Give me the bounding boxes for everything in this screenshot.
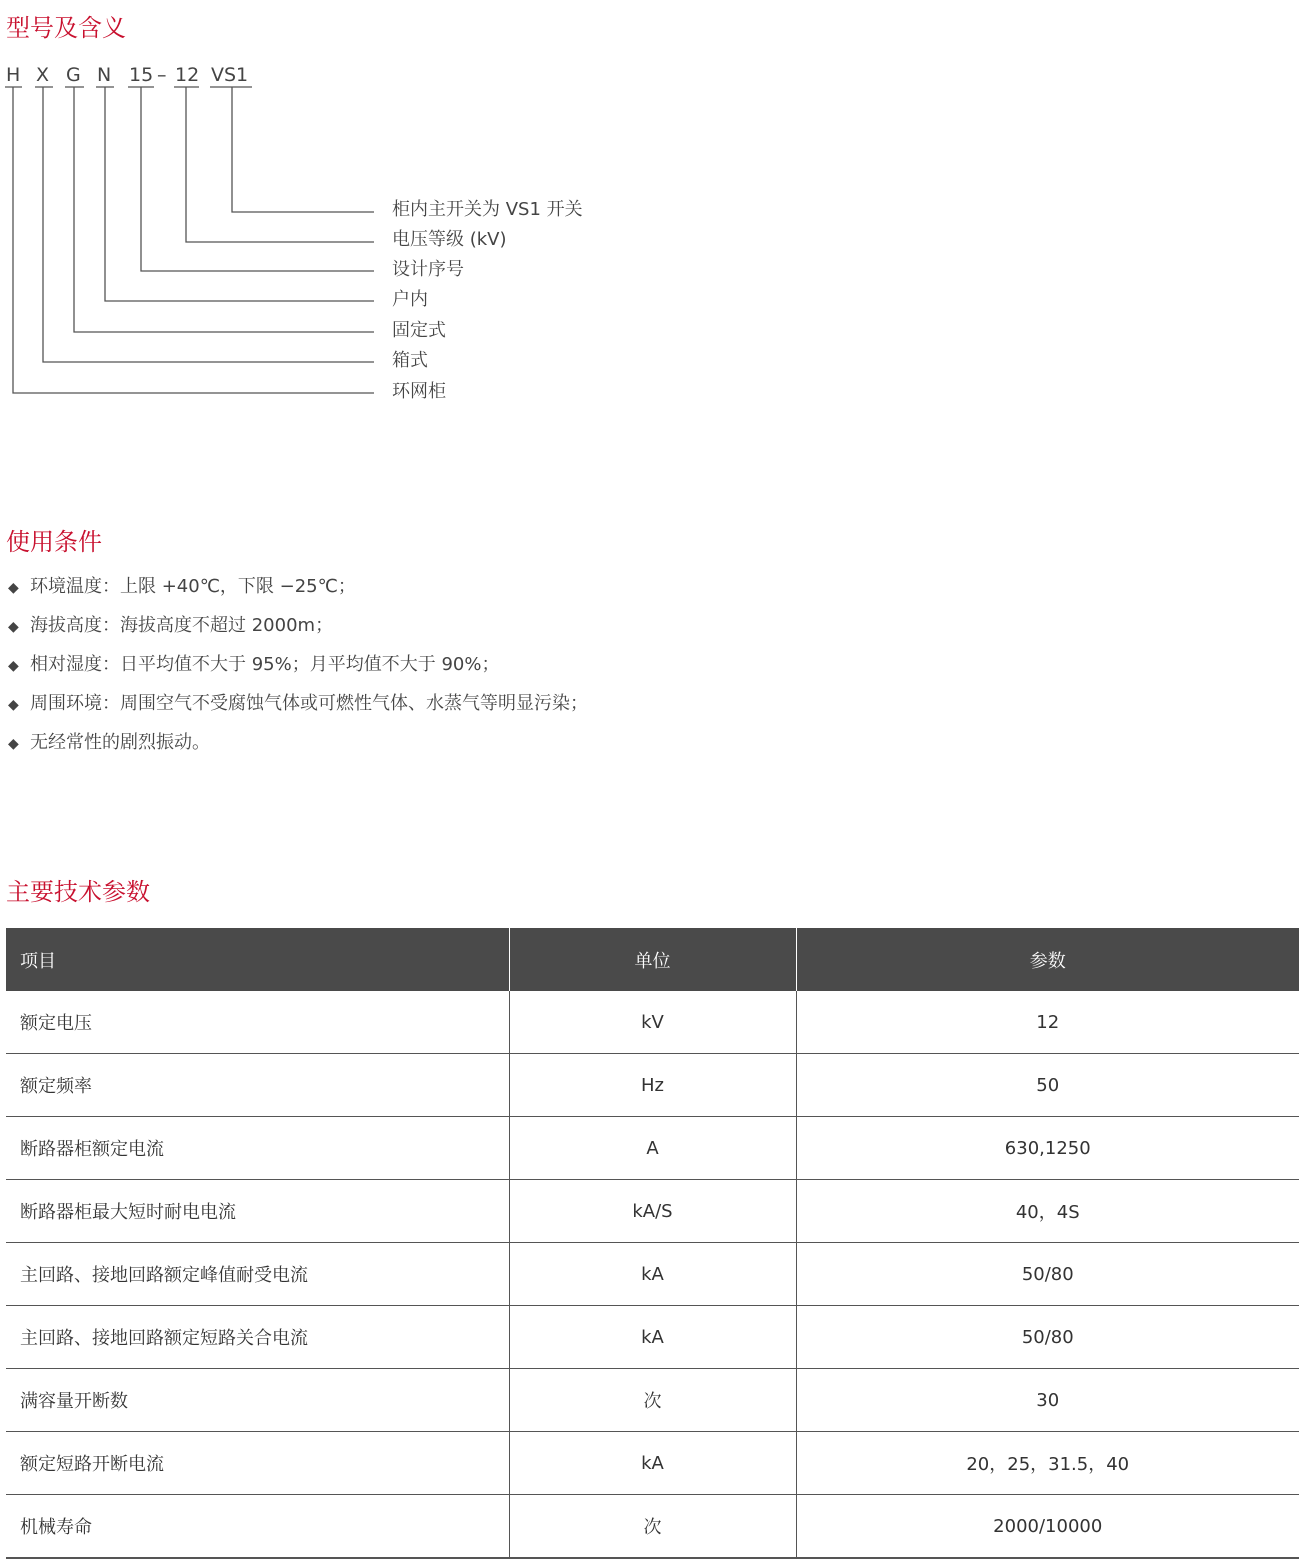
condition-text: 相对湿度：日平均值不大于 95%；月平均值不大于 90%； bbox=[30, 654, 500, 675]
cell-item: 主回路、接地回路额定峰值耐受电流 bbox=[6, 1243, 509, 1306]
meaning-ring-unit: 环网柜 bbox=[392, 381, 446, 402]
diamond-icon: ◆ bbox=[8, 658, 19, 674]
list-item bbox=[8, 612, 908, 651]
meaning-fixed: 固定式 bbox=[392, 320, 446, 341]
model-code-diagram bbox=[0, 55, 640, 415]
table-row bbox=[6, 1180, 1299, 1243]
cell-value: 50/80 bbox=[796, 1306, 1299, 1369]
meaning-box: 箱式 bbox=[392, 350, 428, 371]
condition-text: 周围环境：周围空气不受腐蚀气体或可燃性气体、水蒸气等明显污染； bbox=[30, 693, 588, 714]
table-row bbox=[6, 1495, 1299, 1559]
cell-item: 机械寿命 bbox=[6, 1495, 509, 1559]
header-value: 参数 bbox=[796, 928, 1299, 991]
cell-item: 断路器柜最大短时耐电电流 bbox=[6, 1180, 509, 1243]
table-row bbox=[6, 1432, 1299, 1495]
cell-unit: 次 bbox=[509, 1495, 796, 1559]
cell-unit: kA bbox=[509, 1243, 796, 1306]
cell-value: 50 bbox=[796, 1054, 1299, 1117]
specs-section-title: 主要技术参数 bbox=[6, 878, 150, 906]
table-header-row bbox=[6, 928, 1299, 991]
list-item bbox=[8, 690, 908, 729]
cell-value: 12 bbox=[796, 991, 1299, 1054]
cell-value: 20，25，31.5，40 bbox=[796, 1432, 1299, 1495]
list-item bbox=[8, 573, 908, 612]
condition-text: 海拔高度：海拔高度不超过 2000m； bbox=[30, 615, 334, 636]
diamond-icon: ◆ bbox=[8, 736, 19, 752]
conditions-list bbox=[8, 573, 908, 768]
cell-item: 额定短路开断电流 bbox=[6, 1432, 509, 1495]
cell-item: 满容量开断数 bbox=[6, 1369, 509, 1432]
cell-unit: A bbox=[509, 1117, 796, 1180]
list-item bbox=[8, 729, 908, 768]
cell-item: 主回路、接地回路额定短路关合电流 bbox=[6, 1306, 509, 1369]
code-design-number: 15 bbox=[129, 64, 154, 86]
cell-unit: Hz bbox=[509, 1054, 796, 1117]
cell-value: 50/80 bbox=[796, 1243, 1299, 1306]
table-row bbox=[6, 1306, 1299, 1369]
code-letter-x: X bbox=[36, 64, 50, 86]
cell-unit: kV bbox=[509, 991, 796, 1054]
code-dash: – bbox=[157, 64, 167, 86]
cell-unit: 次 bbox=[509, 1369, 796, 1432]
header-item: 项目 bbox=[6, 928, 509, 991]
cell-unit: kA/S bbox=[509, 1180, 796, 1243]
table-row bbox=[6, 1369, 1299, 1432]
cell-unit: kA bbox=[509, 1432, 796, 1495]
cell-item: 额定频率 bbox=[6, 1054, 509, 1117]
table-row bbox=[6, 1243, 1299, 1306]
header-unit: 单位 bbox=[509, 928, 796, 991]
model-section-title: 型号及含义 bbox=[6, 14, 126, 42]
diamond-icon: ◆ bbox=[8, 619, 19, 635]
spec-table bbox=[6, 928, 1299, 1559]
meaning-indoor: 户内 bbox=[392, 289, 428, 310]
code-letter-g: G bbox=[66, 64, 81, 86]
condition-text: 环境温度：上限 +40℃，下限 −25℃； bbox=[30, 576, 356, 597]
cell-item: 额定电压 bbox=[6, 991, 509, 1054]
meaning-design: 设计序号 bbox=[392, 259, 464, 280]
cell-value: 30 bbox=[796, 1369, 1299, 1432]
diamond-icon: ◆ bbox=[8, 697, 19, 713]
table-row bbox=[6, 1117, 1299, 1180]
code-voltage: 12 bbox=[175, 64, 200, 86]
table-row bbox=[6, 991, 1299, 1054]
conditions-section-title: 使用条件 bbox=[6, 528, 102, 556]
cell-unit: kA bbox=[509, 1306, 796, 1369]
cell-item: 断路器柜额定电流 bbox=[6, 1117, 509, 1180]
meaning-voltage: 电压等级 (kV) bbox=[392, 229, 507, 250]
table-row bbox=[6, 1054, 1299, 1117]
cell-value: 630,1250 bbox=[796, 1117, 1299, 1180]
code-switch: VS1 bbox=[211, 64, 249, 86]
code-letter-h: H bbox=[6, 64, 21, 86]
cell-value: 40，4S bbox=[796, 1180, 1299, 1243]
condition-text: 无经常性的剧烈振动。 bbox=[30, 732, 210, 753]
meaning-switch: 柜内主开关为 VS1 开关 bbox=[392, 199, 583, 220]
cell-value: 2000/10000 bbox=[796, 1495, 1299, 1559]
code-letter-n: N bbox=[97, 64, 112, 86]
diamond-icon: ◆ bbox=[8, 580, 19, 596]
model-bracket-lines bbox=[0, 55, 640, 415]
list-item bbox=[8, 651, 908, 690]
